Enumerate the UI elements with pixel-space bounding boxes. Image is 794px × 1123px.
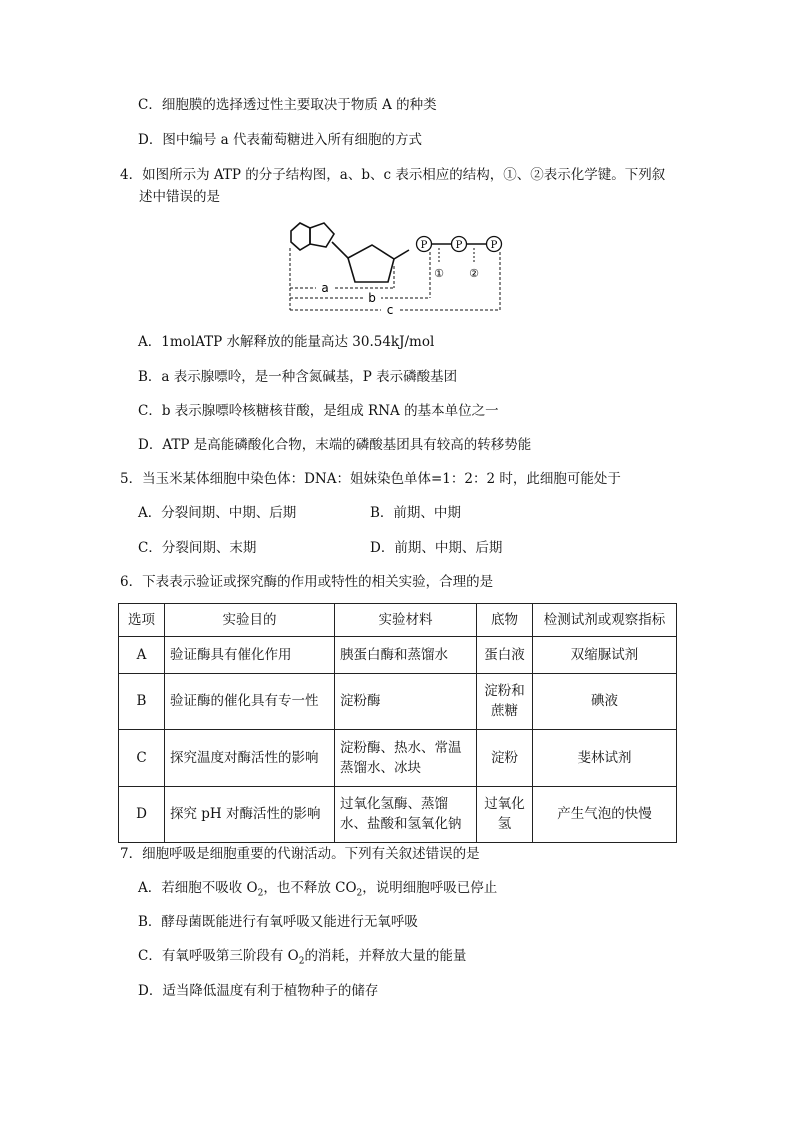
row-c-substrate: 淀粉 — [477, 730, 533, 786]
row-a-purpose: 验证酶具有催化作用 — [165, 637, 335, 673]
q4-option-d: D．ATP 是高能磷酸化合物，末端的磷酸基团具有较高的转移势能 — [138, 437, 532, 453]
label-c: c — [386, 303, 394, 317]
phosphate-label-1: P — [420, 240, 428, 251]
row-c-materials: 淀粉酶、热水、常温蒸馏水、冰块 — [335, 730, 477, 786]
q7-option-c-pre: C．有氧呼吸第三阶段有 O — [138, 948, 299, 964]
adenine-hexagon — [291, 223, 310, 250]
q4-option-a: A．1molATP 水解释放的能量高达 30.54kJ/mol — [138, 334, 435, 350]
q4-option-b: B．a 表示腺嘌呤，是一种含氮碱基，P 表示磷酸基团 — [138, 369, 458, 385]
table-row — [119, 730, 677, 786]
header-option: 选项 — [119, 604, 165, 637]
glycosidic-bond — [332, 242, 348, 258]
row-a-materials: 胰蛋白酶和蒸馏水 — [335, 637, 477, 673]
row-d-materials: 过氧化氢酶、蒸馏水、盐酸和氢氧化钠 — [335, 786, 477, 843]
table-row — [119, 637, 677, 673]
q3-option-c: C．细胞膜的选择透过性主要取决于物质 A 的种类 — [138, 97, 437, 113]
q5-option-a: A．分裂间期、中期、后期 — [138, 505, 297, 521]
row-d-purpose: 探究 pH 对酶活性的影响 — [165, 786, 335, 843]
table-row — [119, 786, 677, 843]
bond-label-1: ① — [434, 267, 444, 280]
q7-option-a-post: ，说明细胞呼吸已停止 — [362, 880, 498, 896]
q7-option-d: D．适当降低温度有利于植物种子的储存 — [138, 983, 379, 999]
phosphate-label-2: P — [455, 240, 463, 251]
row-a-substrate: 蛋白液 — [477, 637, 533, 673]
q7-option-c-post: 的消耗，并释放大量的能量 — [304, 948, 467, 964]
ribose-pentagon — [348, 245, 394, 282]
row-b-indicator: 碘液 — [533, 673, 677, 729]
atp-structure-figure — [284, 214, 512, 320]
label-a: a — [321, 281, 329, 295]
q4-option-c: C．b 表示腺嘌呤核糖核苷酸，是组成 RNA 的基本单位之一 — [138, 403, 499, 419]
q5-option-c: C．分裂间期、末期 — [138, 540, 257, 556]
row-b-option: B — [119, 673, 165, 729]
q5-stem: 5．当玉米某体细胞中染色体：DNA：姐妹染色单体=1：2：2 时，此细胞可能处于 — [120, 471, 621, 487]
q6-stem: 6．下表表示验证或探究酶的作用或特性的相关实验，合理的是 — [120, 574, 494, 590]
q5-option-d: D．前期、中期、后期 — [370, 540, 503, 556]
subscript-2: 2 — [257, 888, 264, 899]
header-substrate: 底物 — [477, 604, 533, 637]
q7-option-a-pre: A．若细胞不吸收 O — [138, 880, 258, 896]
header-indicator: 检测试剂或观察指标 — [533, 604, 677, 637]
q5-option-b: B．前期、中期 — [370, 505, 461, 521]
table-header-row — [119, 604, 677, 637]
row-c-option: C — [119, 730, 165, 786]
row-c-indicator: 斐林试剂 — [533, 730, 677, 786]
q7-option-c — [138, 947, 466, 971]
subscript-2: 2 — [298, 956, 305, 967]
subscript-2: 2 — [356, 888, 363, 899]
q3-option-d: D．图中编号 a 代表葡萄糖进入所有细胞的方式 — [138, 132, 422, 148]
row-d-substrate: 过氧化氢 — [477, 786, 533, 843]
q7-option-b: B．酵母菌既能进行有氧呼吸又能进行无氧呼吸 — [138, 914, 418, 930]
q4-stem-line1: 4．如图所示为 ATP 的分子结构图，a、b、c 表示相应的结构，①、②表示化学键。下列叙 — [120, 167, 666, 183]
enzyme-experiment-table — [118, 603, 677, 843]
row-a-option: A — [119, 637, 165, 673]
row-c-purpose: 探究温度对酶活性的影响 — [165, 730, 335, 786]
q7-option-a — [138, 879, 497, 903]
header-materials: 实验材料 — [335, 604, 477, 637]
q7-stem: 7．细胞呼吸是细胞重要的代谢活动。下列有关叙述错误的是 — [120, 846, 480, 862]
table-row — [119, 673, 677, 729]
row-d-option: D — [119, 786, 165, 843]
bond-label-2: ② — [469, 267, 479, 280]
header-purpose: 实验目的 — [165, 604, 335, 637]
ribose-phosphate-bond — [394, 250, 409, 259]
row-a-indicator: 双缩脲试剂 — [533, 637, 677, 673]
label-b: b — [368, 291, 376, 305]
q7-option-a-mid: ，也不释放 CO — [263, 880, 357, 896]
phosphate-label-3: P — [490, 240, 498, 251]
row-b-materials: 淀粉酶 — [335, 673, 477, 729]
row-b-substrate: 淀粉和蔗糖 — [477, 673, 533, 729]
row-d-indicator: 产生气泡的快慢 — [533, 786, 677, 843]
adenine-pentagon — [310, 223, 334, 247]
q4-stem-line2: 述中错误的是 — [139, 189, 220, 205]
row-b-purpose: 验证酶的催化具有专一性 — [165, 673, 335, 729]
